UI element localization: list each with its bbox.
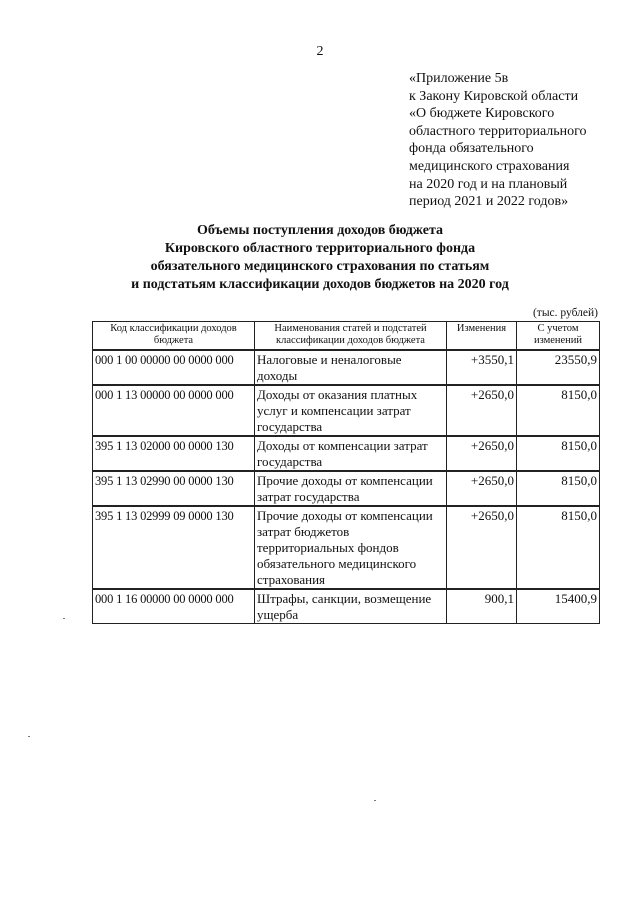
appendix-line: «Приложение 5в [409,71,509,86]
appendix-line: областного территориального [409,123,587,139]
cell-total: 8150,0 [517,506,600,589]
units-label: (тыс. рублей) [532,307,598,319]
cell-total: 8150,0 [517,436,600,471]
cell-changes: +2650,0 [447,471,517,506]
document-title [0,222,640,294]
cell-code: 395 1 13 02000 00 0000 130 [93,436,255,471]
page-number: 2 [316,44,324,59]
scan-speck [63,618,65,619]
cell-changes: 900,1 [447,589,517,624]
appendix-line: «О бюджете Кировского [409,106,555,122]
cell-name: Доходы от компенсации затрат государства [255,436,447,471]
title-line: обязательного медицинского страхования по статьям [150,259,490,274]
cell-code: 000 1 16 00000 00 0000 000 [93,589,255,624]
cell-name: Прочие доходы от компенсации затрат государства [255,471,447,506]
cell-code: 395 1 13 02990 00 0000 130 [93,471,255,506]
cell-total: 15400,9 [517,589,600,624]
title-line: Объемы поступления доходов бюджета [197,223,443,238]
cell-changes: +3550,1 [447,350,517,385]
cell-changes: +2650,0 [447,506,517,589]
cell-name: Доходы от оказания платных услуг и компенсации затрат государства [255,385,447,436]
cell-code: 000 1 00 00000 00 0000 000 [93,350,255,385]
cell-total: 8150,0 [517,471,600,506]
cell-code: 395 1 13 02999 09 0000 130 [93,506,255,589]
table-row [93,506,600,589]
header-name: Наименования статей и подстатей классификации доходов бюджета [255,322,447,351]
appendix-line: медицинского страхования [409,158,570,174]
cell-changes: +2650,0 [447,436,517,471]
appendix-line: фонда обязательного [409,141,534,157]
cell-name: Налоговые и неналоговые доходы [255,350,447,385]
scan-speck [374,800,376,801]
title-line: и подстатьям классификации доходов бюджетов на 2020 год [131,277,509,292]
cell-name: Штрафы, санкции, возмещение ущерба [255,589,447,624]
table-row [93,385,600,436]
appendix-line: период 2021 и 2022 годов» [409,194,569,210]
title-line: Кировского областного территориального фонда [164,241,476,256]
table-row [93,471,600,506]
scan-speck [28,736,30,737]
appendix-line: на 2020 год и на плановый [409,176,568,192]
cell-total: 23550,9 [517,350,600,385]
header-changes: Изменения [447,322,517,351]
header-code: Код классификации доходов бюджета [93,322,255,351]
cell-code: 000 1 13 00000 00 0000 000 [93,385,255,436]
revenue-table [92,321,600,624]
cell-name: Прочие доходы от компенсации затрат бюджетов территориальных фондов обязательного медицинского страхования [255,506,447,589]
cell-changes: +2650,0 [447,385,517,436]
appendix-header [409,70,629,211]
table-row [93,436,600,471]
table-row [93,589,600,624]
appendix-line: к Закону Кировской области [409,88,579,104]
header-total: С учетом изменений [517,322,600,351]
table-row [93,350,600,385]
table-header-row [93,322,600,351]
cell-total: 8150,0 [517,385,600,436]
